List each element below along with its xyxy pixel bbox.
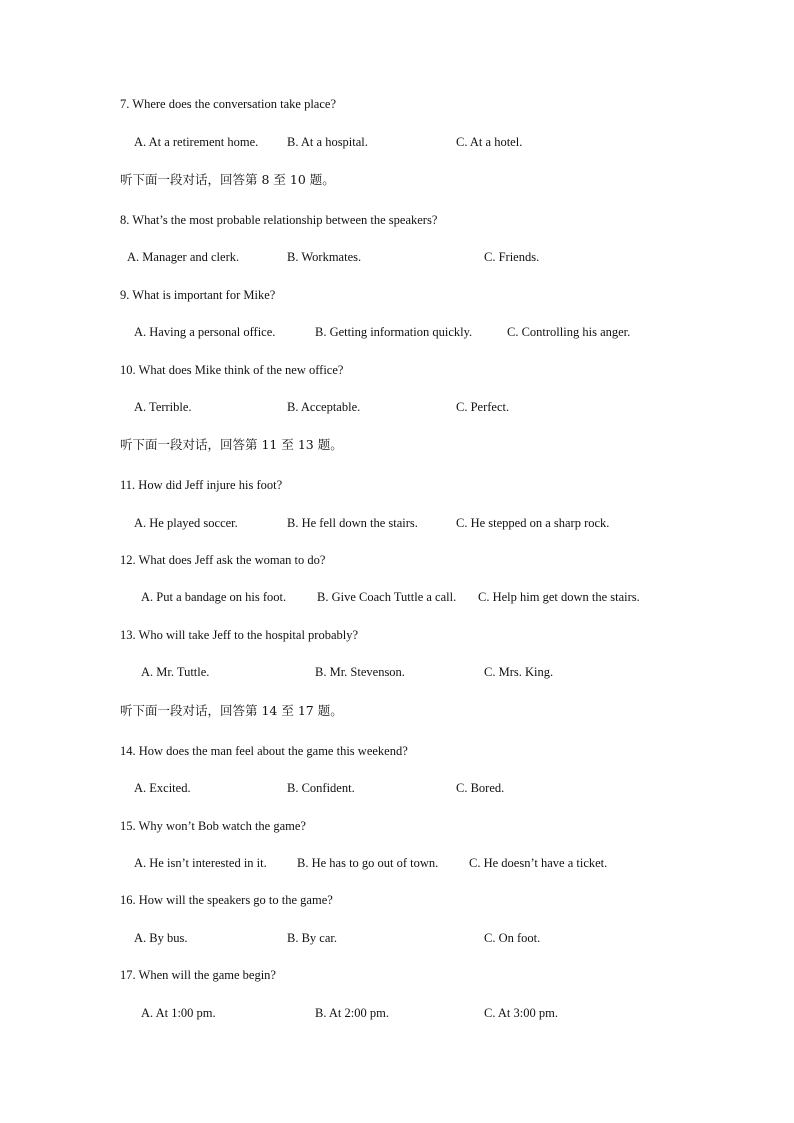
q8-option-c: C. Friends. [484, 250, 540, 264]
q16-option-c: C. On foot. [484, 931, 541, 945]
question-9: 9. What is important for Mike? [120, 288, 276, 302]
question-10: 10. What does Mike think of the new office? [120, 363, 344, 377]
q14-option-c: C. Bored. [456, 781, 505, 795]
q17-option-c: C. At 3:00 pm. [484, 1006, 558, 1020]
question-12: 12. What does Jeff ask the woman to do? [120, 553, 326, 567]
question-8: 8. What’s the most probable relationship between the speakers? [120, 213, 438, 227]
question-13: 13. Who will take Jeff to the hospital probably? [120, 628, 359, 642]
q9-option-c: C. Controlling his anger. [507, 325, 631, 339]
q13-option-c: C. Mrs. King. [484, 665, 554, 679]
q13-option-a: A. Mr. Tuttle. [141, 665, 210, 679]
q7-option-c: C. At a hotel. [456, 135, 523, 149]
question-14: 14. How does the man feel about the game this weekend? [120, 744, 408, 758]
q10-option-c: C. Perfect. [456, 400, 510, 414]
q16-option-a: A. By bus. [134, 931, 188, 945]
question-16: 16. How will the speakers go to the game? [120, 893, 333, 907]
q10-option-a: A. Terrible. [134, 400, 192, 414]
q15-option-b: B. He has to go out of town. [297, 856, 439, 870]
question-11: 11. How did Jeff injure his foot? [120, 478, 283, 492]
q8-option-b: B. Workmates. [287, 250, 362, 264]
q11-option-c: C. He stepped on a sharp rock. [456, 516, 610, 530]
q7-option-b: B. At a hospital. [287, 135, 368, 149]
q13-option-b: B. Mr. Stevenson. [315, 665, 405, 679]
question-15: 15. Why won’t Bob watch the game? [120, 819, 306, 833]
q14-option-a: A. Excited. [134, 781, 191, 795]
q11-option-a: A. He played soccer. [134, 516, 238, 530]
q9-option-b: B. Getting information quickly. [315, 325, 473, 339]
q10-option-b: B. Acceptable. [287, 400, 361, 414]
q15-option-a: A. He isn’t interested in it. [134, 856, 267, 870]
q8-option-a: A. Manager and clerk. [127, 250, 240, 264]
q11-option-b: B. He fell down the stairs. [287, 516, 418, 530]
q17-option-a: A. At 1:00 pm. [141, 1006, 216, 1020]
q14-option-b: B. Confident. [287, 781, 355, 795]
q15-option-c: C. He doesn’t have a ticket. [469, 856, 608, 870]
question-7: 7. Where does the conversation take place? [120, 97, 336, 111]
q17-option-b: B. At 2:00 pm. [315, 1006, 389, 1020]
q7-option-a: A. At a retirement home. [134, 135, 259, 149]
question-17: 17. When will the game begin? [120, 968, 276, 982]
q9-option-a: A. Having a personal office. [134, 325, 276, 339]
section-heading-14-17: 听下面一段对话，回答第 14 至 17 题。 [120, 703, 343, 718]
q12-option-a: A. Put a bandage on his foot. [141, 590, 287, 604]
q12-option-c: C. Help him get down the stairs. [478, 590, 640, 604]
section-heading-8-10: 听下面一段对话，回答第 8 至 10 题。 [120, 172, 335, 187]
section-heading-11-13: 听下面一段对话，回答第 11 至 13 题。 [120, 437, 343, 452]
q12-option-b: B. Give Coach Tuttle a call. [317, 590, 457, 604]
q16-option-b: B. By car. [287, 931, 337, 945]
